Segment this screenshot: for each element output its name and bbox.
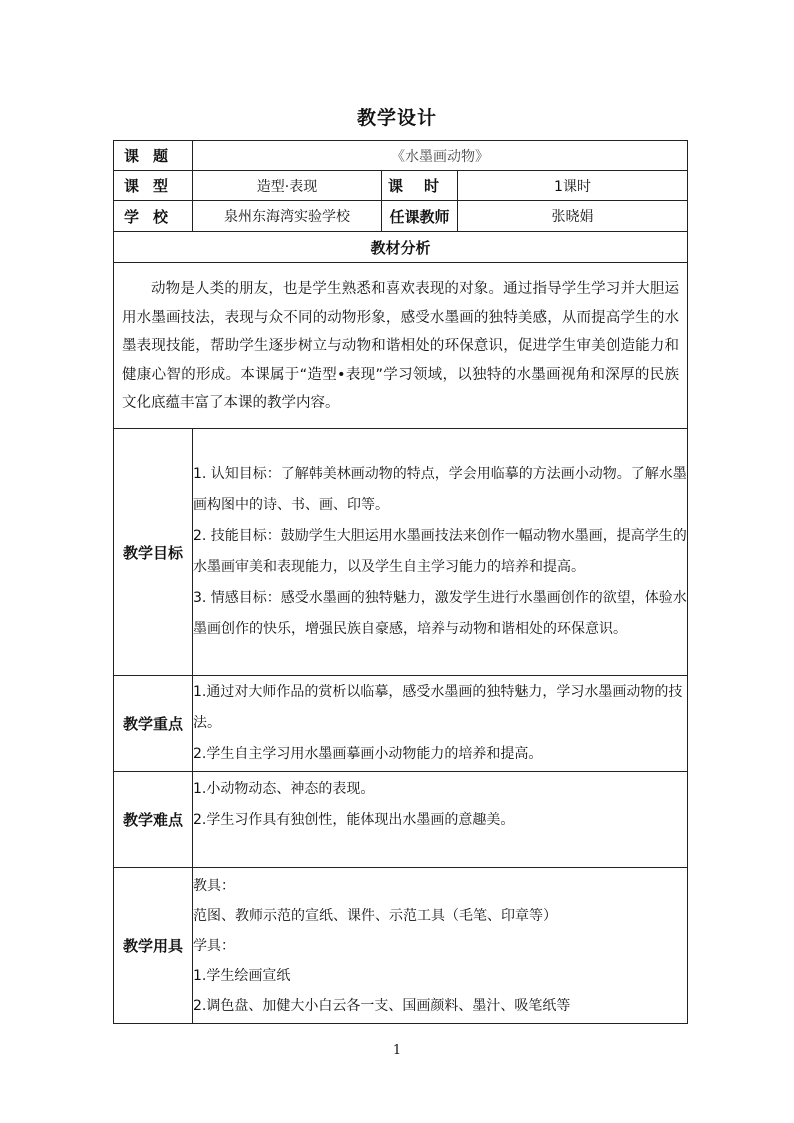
type-row xyxy=(114,171,688,201)
school-value: 泉州东海湾实验学校 xyxy=(193,201,382,232)
goal-item: 1. 认知目标：了解韩美林画动物的特点，学会用临摹的方法画小动物。了解水墨画构图中的诗、书、画、印等。 xyxy=(193,466,687,513)
school-row xyxy=(114,201,688,232)
analysis-heading-row xyxy=(114,232,688,263)
hours-label: 课 时 xyxy=(388,177,439,195)
type-label-cell xyxy=(114,171,193,201)
goals-content xyxy=(193,429,688,676)
hours-value: 1课时 xyxy=(458,171,688,201)
goals-row xyxy=(114,429,688,676)
analysis-row xyxy=(114,263,688,429)
tools-item: 教具： xyxy=(193,877,235,894)
hours-label-cell xyxy=(382,171,458,201)
difficulty-item: 1.小动物动态、神态的表现。 xyxy=(193,781,375,797)
key-points-content xyxy=(193,676,688,772)
difficulty-item: 2.学生习作具有独创性，能体现出水墨画的意趣美。 xyxy=(193,812,515,828)
teacher-label: 任课教师 xyxy=(382,201,458,232)
lesson-plan-table xyxy=(113,140,688,1024)
key-points-label: 教学重点 xyxy=(114,676,193,772)
school-label: 学 校 xyxy=(124,207,168,226)
tools-content xyxy=(193,868,688,1024)
key-point-item: 2.学生自主学习用水墨画摹画小动物能力的培养和提高。 xyxy=(193,746,543,762)
topic-label: 课 题 xyxy=(124,147,168,165)
difficulties-label: 教学难点 xyxy=(114,772,193,868)
analysis-text: 动物是人类的朋友，也是学生熟悉和喜欢表现的对象。通过指导学生学习并大胆运用水墨画技法，表现与众不同的动物形象，感受水墨画的独特美感，从而提高学生的水墨表现技能，帮助学生逐步树立与动物和谐相处的环保意识，促进学生审美创造能力和健康心智的形成。本课属于“造型•表现”学习领域，以独特的水墨画视角和深厚的民族文化底蕴丰富了本课的教学内容。 xyxy=(122,281,679,412)
tools-item: 2.调色盘、加健大小白云各一支、国画颜料、墨汁、吸笔纸等 xyxy=(193,997,571,1014)
tools-item: 学具： xyxy=(193,937,235,954)
goal-item: 3. 情感目标：感受水墨画的独特魅力，激发学生进行水墨画创作的欲望，体验水墨画创作的快乐，增强民族自豪感，培养与动物和谐相处的环保意识。 xyxy=(193,590,687,637)
page-number: 1 xyxy=(392,1043,402,1058)
key-points-row xyxy=(114,676,688,772)
school-label-cell xyxy=(114,201,193,232)
teacher-value: 张晓娟 xyxy=(458,201,688,232)
document-title: 教学设计 xyxy=(356,107,437,129)
topic-row xyxy=(114,141,688,171)
goal-item: 2. 技能目标：鼓励学生大胆运用水墨画技法来创作一幅动物水墨画，提高学生的水墨画审美和表现能力，以及学生自主学习能力的培养和提高。 xyxy=(193,528,687,575)
tools-label: 教学用具 xyxy=(114,868,193,1024)
tools-item: 1.学生绘画宣纸 xyxy=(193,967,291,984)
topic-label-cell xyxy=(114,141,193,171)
tools-row xyxy=(114,868,688,1024)
type-label: 课 型 xyxy=(124,177,168,195)
tools-item: 范图、教师示范的宣纸、课件、示范工具（毛笔、印章等） xyxy=(193,907,557,924)
analysis-heading: 教材分析 xyxy=(114,232,688,263)
analysis-cell xyxy=(114,263,688,429)
type-value: 造型·表现 xyxy=(193,171,382,201)
goals-label: 教学目标 xyxy=(114,429,193,676)
difficulties-content xyxy=(193,772,688,868)
topic-value: 《水墨画动物》 xyxy=(193,141,688,171)
difficulties-row xyxy=(114,772,688,868)
key-point-item: 1.通过对大师作品的赏析以临摹，感受水墨画的独特魅力，学习水墨画动物的技法。 xyxy=(193,684,683,731)
